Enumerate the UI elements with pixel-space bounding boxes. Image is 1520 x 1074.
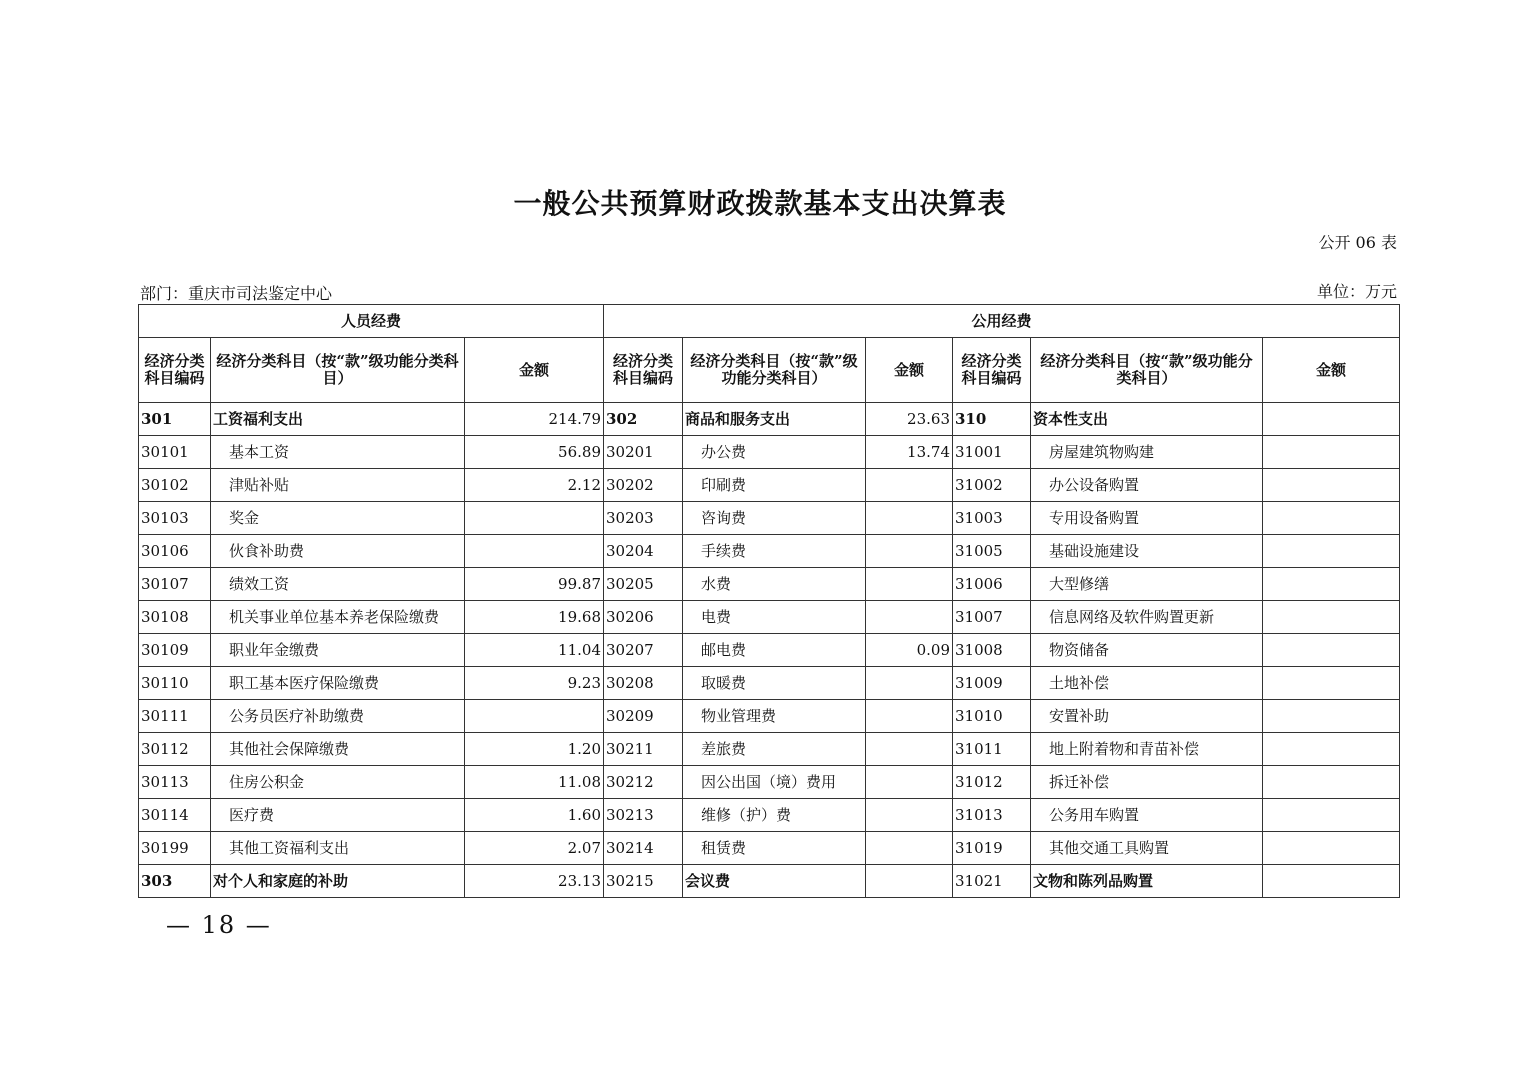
- code-cell-goods: 30202: [604, 469, 683, 502]
- amount-cell-goods: 23.63: [866, 403, 953, 436]
- code-cell-personnel: 30101: [139, 436, 211, 469]
- amount-cell-capital: [1263, 766, 1400, 799]
- amount-cell-goods: [866, 469, 953, 502]
- header-code-3: 经济分类科目编码: [953, 338, 1031, 403]
- amount-cell-personnel: [465, 700, 604, 733]
- name-cell-personnel: 机关事业单位基本养老保险缴费: [211, 601, 465, 634]
- table-row: [139, 832, 1400, 865]
- code-cell-goods: 30201: [604, 436, 683, 469]
- amount-cell-goods: [866, 832, 953, 865]
- code-cell-personnel: 30109: [139, 634, 211, 667]
- code-cell-personnel: 30108: [139, 601, 211, 634]
- name-cell-capital: 大型修缮: [1031, 568, 1263, 601]
- code-cell-goods: 30212: [604, 766, 683, 799]
- code-cell-capital: 31006: [953, 568, 1031, 601]
- code-cell-goods: 30213: [604, 799, 683, 832]
- amount-cell-goods: 0.09: [866, 634, 953, 667]
- code-cell-capital: 31009: [953, 667, 1031, 700]
- name-cell-capital: 其他交通工具购置: [1031, 832, 1263, 865]
- name-cell-goods: 取暖费: [683, 667, 866, 700]
- name-cell-capital: 专用设备购置: [1031, 502, 1263, 535]
- name-cell-goods: 邮电费: [683, 634, 866, 667]
- table-row: [139, 667, 1400, 700]
- code-cell-capital: 31011: [953, 733, 1031, 766]
- name-cell-goods: 维修（护）费: [683, 799, 866, 832]
- amount-cell-goods: [866, 766, 953, 799]
- header-name-1: 经济分类科目（按“款”级功能分类科目）: [211, 338, 465, 403]
- header-amount-1: 金额: [465, 338, 604, 403]
- page-number: — 18 —: [166, 911, 272, 939]
- amount-cell-personnel: 1.60: [465, 799, 604, 832]
- amount-cell-personnel: 11.04: [465, 634, 604, 667]
- code-cell-goods: 30214: [604, 832, 683, 865]
- amount-cell-goods: [866, 667, 953, 700]
- amount-cell-goods: [866, 568, 953, 601]
- amount-cell-personnel: 11.08: [465, 766, 604, 799]
- header-amount-3: 金额: [1263, 338, 1400, 403]
- amount-cell-personnel: 56.89: [465, 436, 604, 469]
- code-cell-capital: 31013: [953, 799, 1031, 832]
- code-cell-goods: 30208: [604, 667, 683, 700]
- name-cell-personnel: 津贴补贴: [211, 469, 465, 502]
- amount-cell-capital: [1263, 469, 1400, 502]
- amount-cell-capital: [1263, 865, 1400, 898]
- name-cell-personnel: 职工基本医疗保险缴费: [211, 667, 465, 700]
- amount-cell-personnel: [465, 502, 604, 535]
- amount-cell-personnel: 214.79: [465, 403, 604, 436]
- header-code-1: 经济分类科目编码: [139, 338, 211, 403]
- group-header-public: 公用经费: [604, 305, 1400, 338]
- name-cell-goods: 水费: [683, 568, 866, 601]
- code-cell-personnel: 30111: [139, 700, 211, 733]
- name-cell-personnel: 医疗费: [211, 799, 465, 832]
- amount-cell-capital: [1263, 436, 1400, 469]
- amount-cell-goods: [866, 865, 953, 898]
- code-cell-personnel: 30103: [139, 502, 211, 535]
- amount-cell-capital: [1263, 403, 1400, 436]
- amount-cell-personnel: 99.87: [465, 568, 604, 601]
- amount-cell-capital: [1263, 568, 1400, 601]
- code-cell-personnel: 301: [139, 403, 211, 436]
- amount-cell-personnel: 2.12: [465, 469, 604, 502]
- amount-cell-capital: [1263, 601, 1400, 634]
- name-cell-capital: 房屋建筑物购建: [1031, 436, 1263, 469]
- amount-cell-goods: [866, 601, 953, 634]
- expenditure-table: [138, 304, 1400, 898]
- name-cell-capital: 信息网络及软件购置更新: [1031, 601, 1263, 634]
- name-cell-goods: 会议费: [683, 865, 866, 898]
- group-header-personnel: 人员经费: [139, 305, 604, 338]
- code-cell-capital: 31007: [953, 601, 1031, 634]
- amount-cell-capital: [1263, 502, 1400, 535]
- name-cell-personnel: 绩效工资: [211, 568, 465, 601]
- table-row: [139, 469, 1400, 502]
- table-row: [139, 634, 1400, 667]
- name-cell-personnel: 奖金: [211, 502, 465, 535]
- table-row: [139, 436, 1400, 469]
- name-cell-personnel: 基本工资: [211, 436, 465, 469]
- table-row: [139, 403, 1400, 436]
- name-cell-goods: 差旅费: [683, 733, 866, 766]
- code-cell-capital: 31008: [953, 634, 1031, 667]
- column-header-row: [139, 338, 1400, 403]
- name-cell-personnel: 其他工资福利支出: [211, 832, 465, 865]
- code-cell-goods: 30204: [604, 535, 683, 568]
- code-cell-capital: 31021: [953, 865, 1031, 898]
- name-cell-goods: 因公出国（境）费用: [683, 766, 866, 799]
- name-cell-capital: 基础设施建设: [1031, 535, 1263, 568]
- code-cell-capital: 31002: [953, 469, 1031, 502]
- header-name-2: 经济分类科目（按“款”级功能分类科目）: [683, 338, 866, 403]
- name-cell-capital: 安置补助: [1031, 700, 1263, 733]
- name-cell-personnel: 工资福利支出: [211, 403, 465, 436]
- name-cell-capital: 拆迁补偿: [1031, 766, 1263, 799]
- table-row: [139, 535, 1400, 568]
- code-cell-goods: 30209: [604, 700, 683, 733]
- code-cell-capital: 31012: [953, 766, 1031, 799]
- table-row: [139, 865, 1400, 898]
- table-row: [139, 502, 1400, 535]
- amount-cell-personnel: [465, 535, 604, 568]
- amount-cell-goods: [866, 733, 953, 766]
- department-label: 部门：重庆市司法鉴定中心: [140, 284, 333, 303]
- amount-cell-goods: [866, 799, 953, 832]
- unit-label: 单位：万元: [1316, 282, 1397, 301]
- name-cell-personnel: 住房公积金: [211, 766, 465, 799]
- page-title: 一般公共预算财政拨款基本支出决算表: [513, 187, 1007, 220]
- name-cell-personnel: 职业年金缴费: [211, 634, 465, 667]
- code-cell-capital: 31019: [953, 832, 1031, 865]
- name-cell-personnel: 公务员医疗补助缴费: [211, 700, 465, 733]
- name-cell-capital: 公务用车购置: [1031, 799, 1263, 832]
- code-cell-capital: 31001: [953, 436, 1031, 469]
- amount-cell-personnel: 19.68: [465, 601, 604, 634]
- name-cell-goods: 办公费: [683, 436, 866, 469]
- amount-cell-capital: [1263, 832, 1400, 865]
- code-cell-personnel: 30110: [139, 667, 211, 700]
- amount-cell-capital: [1263, 733, 1400, 766]
- code-cell-goods: 30206: [604, 601, 683, 634]
- code-cell-personnel: 30106: [139, 535, 211, 568]
- name-cell-capital: 资本性支出: [1031, 403, 1263, 436]
- name-cell-goods: 物业管理费: [683, 700, 866, 733]
- code-cell-personnel: 30114: [139, 799, 211, 832]
- group-header-row: [139, 305, 1400, 338]
- name-cell-capital: 土地补偿: [1031, 667, 1263, 700]
- code-cell-goods: 30203: [604, 502, 683, 535]
- amount-cell-capital: [1263, 700, 1400, 733]
- header-name-3: 经济分类科目（按“款”级功能分类科目）: [1031, 338, 1263, 403]
- amount-cell-personnel: 1.20: [465, 733, 604, 766]
- code-cell-goods: 30211: [604, 733, 683, 766]
- table-row: [139, 601, 1400, 634]
- name-cell-personnel: 其他社会保障缴费: [211, 733, 465, 766]
- code-cell-goods: 30207: [604, 634, 683, 667]
- name-cell-capital: 文物和陈列品购置: [1031, 865, 1263, 898]
- code-cell-goods: 30215: [604, 865, 683, 898]
- table-row: [139, 766, 1400, 799]
- code-cell-personnel: 30107: [139, 568, 211, 601]
- amount-cell-capital: [1263, 535, 1400, 568]
- amount-cell-goods: [866, 700, 953, 733]
- table-row: [139, 700, 1400, 733]
- code-cell-personnel: 30102: [139, 469, 211, 502]
- code-cell-personnel: 30199: [139, 832, 211, 865]
- name-cell-personnel: 对个人和家庭的补助: [211, 865, 465, 898]
- form-number: 公开 06 表: [1318, 233, 1397, 252]
- code-cell-personnel: 30113: [139, 766, 211, 799]
- code-cell-capital: 310: [953, 403, 1031, 436]
- amount-cell-personnel: 23.13: [465, 865, 604, 898]
- name-cell-goods: 咨询费: [683, 502, 866, 535]
- amount-cell-capital: [1263, 799, 1400, 832]
- amount-cell-goods: [866, 535, 953, 568]
- name-cell-goods: 印刷费: [683, 469, 866, 502]
- name-cell-capital: 办公设备购置: [1031, 469, 1263, 502]
- code-cell-capital: 31010: [953, 700, 1031, 733]
- table-row: [139, 733, 1400, 766]
- amount-cell-personnel: 9.23: [465, 667, 604, 700]
- code-cell-personnel: 303: [139, 865, 211, 898]
- code-cell-goods: 30205: [604, 568, 683, 601]
- header-code-2: 经济分类科目编码: [604, 338, 683, 403]
- amount-cell-personnel: 2.07: [465, 832, 604, 865]
- name-cell-capital: 物资储备: [1031, 634, 1263, 667]
- name-cell-personnel: 伙食补助费: [211, 535, 465, 568]
- name-cell-goods: 电费: [683, 601, 866, 634]
- code-cell-goods: 302: [604, 403, 683, 436]
- code-cell-capital: 31003: [953, 502, 1031, 535]
- amount-cell-goods: 13.74: [866, 436, 953, 469]
- amount-cell-goods: [866, 502, 953, 535]
- amount-cell-capital: [1263, 634, 1400, 667]
- code-cell-capital: 31005: [953, 535, 1031, 568]
- table-row: [139, 799, 1400, 832]
- table-row: [139, 568, 1400, 601]
- name-cell-capital: 地上附着物和青苗补偿: [1031, 733, 1263, 766]
- name-cell-goods: 租赁费: [683, 832, 866, 865]
- name-cell-goods: 商品和服务支出: [683, 403, 866, 436]
- code-cell-personnel: 30112: [139, 733, 211, 766]
- amount-cell-capital: [1263, 667, 1400, 700]
- name-cell-goods: 手续费: [683, 535, 866, 568]
- header-amount-2: 金额: [866, 338, 953, 403]
